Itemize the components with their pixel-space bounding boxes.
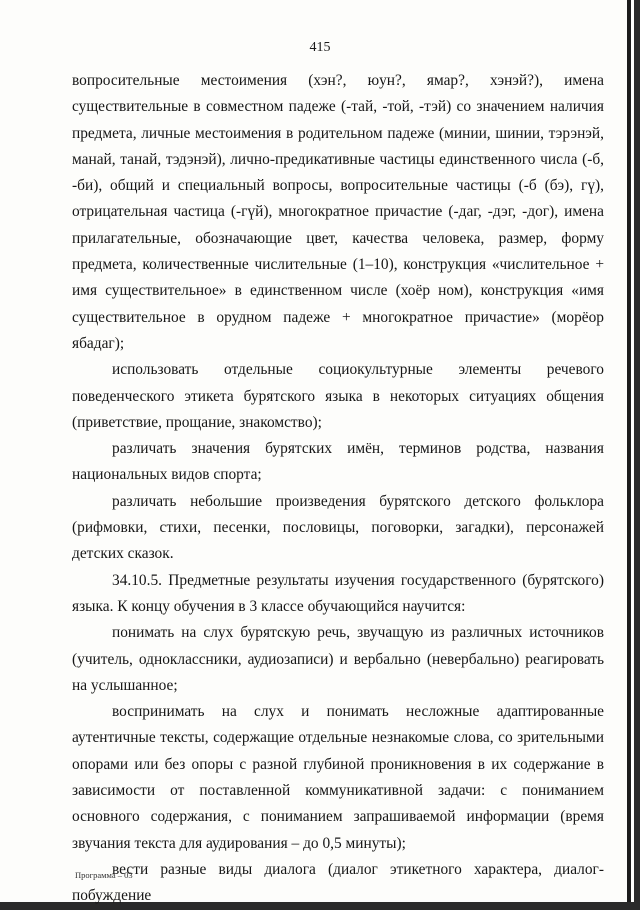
footer-label: Программа – 03 [75,870,133,880]
paragraph-dialogue: вести разные виды диалога (диалог этикетного характера, диалог-побуждение [72,860,604,905]
paragraph-listening: понимать на слух бурятскую речь, звучащую из различных источников (учитель, одноклассники, аудиозаписи) и вербально (невербально) реагировать на услышанное; [72,624,604,694]
paragraph-names: различать значения бурятских имён, терминов родства, названия национальных видов спорта; [72,440,604,484]
paragraph-sociocultural: использовать отдельные социокультурные элементы речевого поведенческого этикета бурятского языка в некоторых ситуациях общения (приветствие, прощание, знакомство); [72,361,604,431]
paragraph-section-heading: 34.10.5. Предметные результаты изучения государственного (бурятского) языка. К концу обучения в 3 классе обучающийся научится: [72,571,604,615]
scan-edge-right [627,0,631,910]
body-text [72,68,604,910]
paragraph-folklore: различать небольшие произведения бурятского детского фольклора (рифмовки, стихи, песенки, пословицы, поговорки, загадки), персонажей детских сказок. [72,492,604,563]
paragraph-perceiving-texts: воспринимать на слух и понимать несложные адаптированные аутентичные тексты, содержащие отдельные незнакомые слова, со зрительными опорами или без опоры с разной глубиной проникновения в их содержание в зависимости от поставленной коммуникативной задачи: с пониманием основного содержания, с пониманием запрашиваемой информации (время звучания текста для аудирования – до 0,5 минуты); [72,703,604,852]
scan-edge-right-outer [634,0,640,910]
page-number: 415 [309,40,331,55]
paragraph-grammar-list: вопросительные местоимения (хэн?, юун?, ямар?, хэнэй?), имена существительные в совместном падеже (-тай, -той, -тэй) со значением наличия предмета, личные местоимения в родительном падеже (минии, шинии, тэрэнэй, манай, танай, тэдэнэй), лично-предикативные частицы единственного числа (-б, -би), общий и специальный вопросы, вопросительные частицы (-б (бэ), гү), отрицательная частица (-гүй), многократное причастие (-даг, -дэг, -дог), имена прилагательные, обозначающие цвет, качества человека, размер, форму предмета, количественные числительные (1–10), конструкция «числительное + имя существительное» в единственном числе (хоёр ном), конструкция «имя существительное в орудном падеже + многократное причастие» (морёор ябадаг); [72,72,604,352]
